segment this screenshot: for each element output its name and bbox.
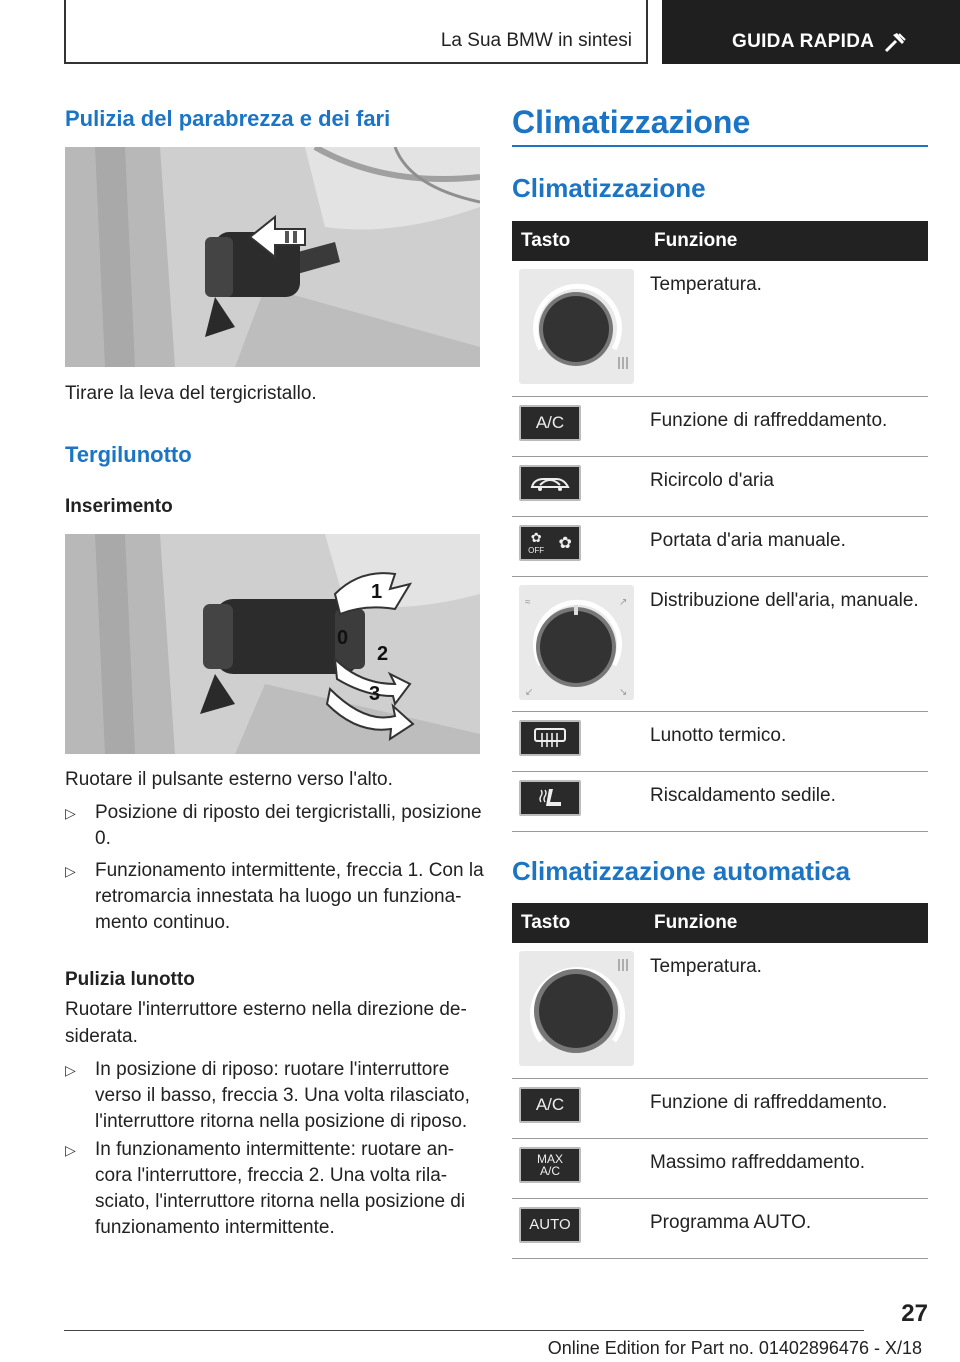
function-text: Funzione di raffreddamento.: [645, 1078, 928, 1138]
ac-button-icon: A/C: [519, 405, 581, 441]
table-row: [512, 711, 928, 771]
table-row: [512, 396, 928, 456]
max-ac-button-icon: MAX A/C: [519, 1147, 581, 1183]
fan-speed-icon: ✿ OFF ✿: [519, 525, 581, 561]
function-text: Ricircolo d'aria: [645, 456, 928, 516]
arrow-label-0: 0: [337, 627, 349, 649]
function-text: Lunotto termico.: [645, 711, 928, 771]
table-header-function: Funzione: [645, 221, 928, 261]
bullet-triangle-icon: ▷: [65, 1062, 76, 1078]
bullet-triangle-icon: ▷: [65, 805, 76, 821]
seat-heating-icon: [519, 780, 581, 816]
function-text: Massimo raffreddamento.: [645, 1138, 928, 1198]
list-item: ▷ Funzionamento intermittente, freccia 1. Con la retromarcia innestata ha luogo un funziona- mento continuo.: [65, 860, 484, 933]
caption-pull-lever: Tirare la leva del tergicristallo.: [65, 383, 317, 404]
header-chapter-tab: [662, 0, 960, 64]
fan-off-label: OFF: [528, 546, 545, 555]
temperature-knob-icon: [519, 269, 634, 384]
header-section-title: La Sua BMW in sintesi: [440, 30, 632, 51]
air-distribution-knob-icon: [519, 585, 634, 700]
page-number: 27: [901, 1300, 928, 1327]
subtitle-activation: Inserimento: [65, 496, 173, 517]
arrow-label-2: 2: [377, 643, 389, 665]
footer-divider: [64, 1330, 864, 1331]
header-section-box: [64, 0, 648, 64]
table-row: [512, 1138, 928, 1198]
arrow-label-1: 1: [371, 581, 383, 603]
list-item: ▷ In funzionamento intermittente: ruotare an- cora l'interruttore, freccia 2. Una volta rila- sciato, l'interruttore ritorna nella posizione di funzionamento intermittente.: [65, 1139, 466, 1238]
function-text: Programma AUTO.: [645, 1198, 928, 1258]
section-title-auto-climate: Climatizzazione automatica: [512, 856, 851, 886]
paragraph-rear-washer: Ruotare l'interruttore esterno nella direzione de- siderata.: [65, 999, 467, 1047]
ac-button-icon: A/C: [519, 1087, 581, 1123]
table-row: [512, 576, 928, 711]
function-text: Temperatura.: [645, 943, 928, 1078]
subtitle-rear-washer: Pulizia lunotto: [65, 969, 195, 990]
table-row: [512, 261, 928, 396]
wiper-lever-photo: [65, 147, 480, 367]
function-text: Riscaldamento sedile.: [645, 771, 928, 831]
page-title: Climatizzazione: [512, 104, 751, 140]
function-text: Distribuzione dell'aria, manuale.: [645, 576, 928, 711]
auto-climate-table: [512, 903, 928, 1259]
function-text: Portata d'aria manuale.: [645, 516, 928, 576]
arrow-label-3: 3: [369, 683, 381, 705]
svg-text:↗: ↗: [619, 596, 628, 608]
section-title-windscreen: Pulizia del parabrezza e dei fari: [65, 106, 391, 131]
climate-table: [512, 221, 928, 832]
online-edition-note: Online Edition for Part no. 01402896476 - X/18: [547, 1338, 922, 1358]
rear-defrost-icon: [519, 720, 581, 756]
auto-button-icon: AUTO: [519, 1207, 581, 1243]
table-row: [512, 1078, 928, 1138]
table-header-function: Funzione: [645, 903, 928, 943]
recirculation-icon: [519, 465, 581, 501]
table-row: [512, 943, 928, 1078]
table-row: [512, 516, 928, 576]
function-text: Temperatura.: [645, 261, 928, 396]
table-row: [512, 1198, 928, 1258]
title-divider: [512, 145, 928, 147]
temperature-knob-icon: [519, 951, 634, 1066]
table-row: [512, 456, 928, 516]
table-header-key: Tasto: [512, 903, 645, 943]
svg-text:↙: ↙: [525, 686, 534, 698]
svg-text:≈: ≈: [525, 596, 531, 608]
section-title-rear-wiper: Tergilunotto: [65, 442, 192, 467]
rear-wiper-switch-photo: [65, 534, 480, 754]
list-item: ▷ Posizione di riposto dei tergicristalli, posizione 0.: [65, 802, 482, 849]
header-chapter-label: GUIDA RAPIDA: [732, 31, 875, 52]
table-row: [512, 771, 928, 831]
caption-rotate-switch: Ruotare il pulsante esterno verso l'alto.: [65, 769, 393, 790]
section-title-climate: Climatizzazione: [512, 173, 706, 203]
bullet-triangle-icon: ▷: [65, 863, 76, 879]
list-item: ▷ In posizione di riposo: ruotare l'interruttore verso il basso, freccia 3. Una volta rilasciato, l'interruttore ritorna nella posizione di riposo.: [65, 1059, 470, 1132]
svg-text:↘: ↘: [619, 686, 628, 698]
quick-guide-icon: [884, 31, 908, 53]
bullet-triangle-icon: ▷: [65, 1142, 76, 1158]
table-header-key: Tasto: [512, 221, 645, 261]
function-text: Funzione di raffreddamento.: [645, 396, 928, 456]
